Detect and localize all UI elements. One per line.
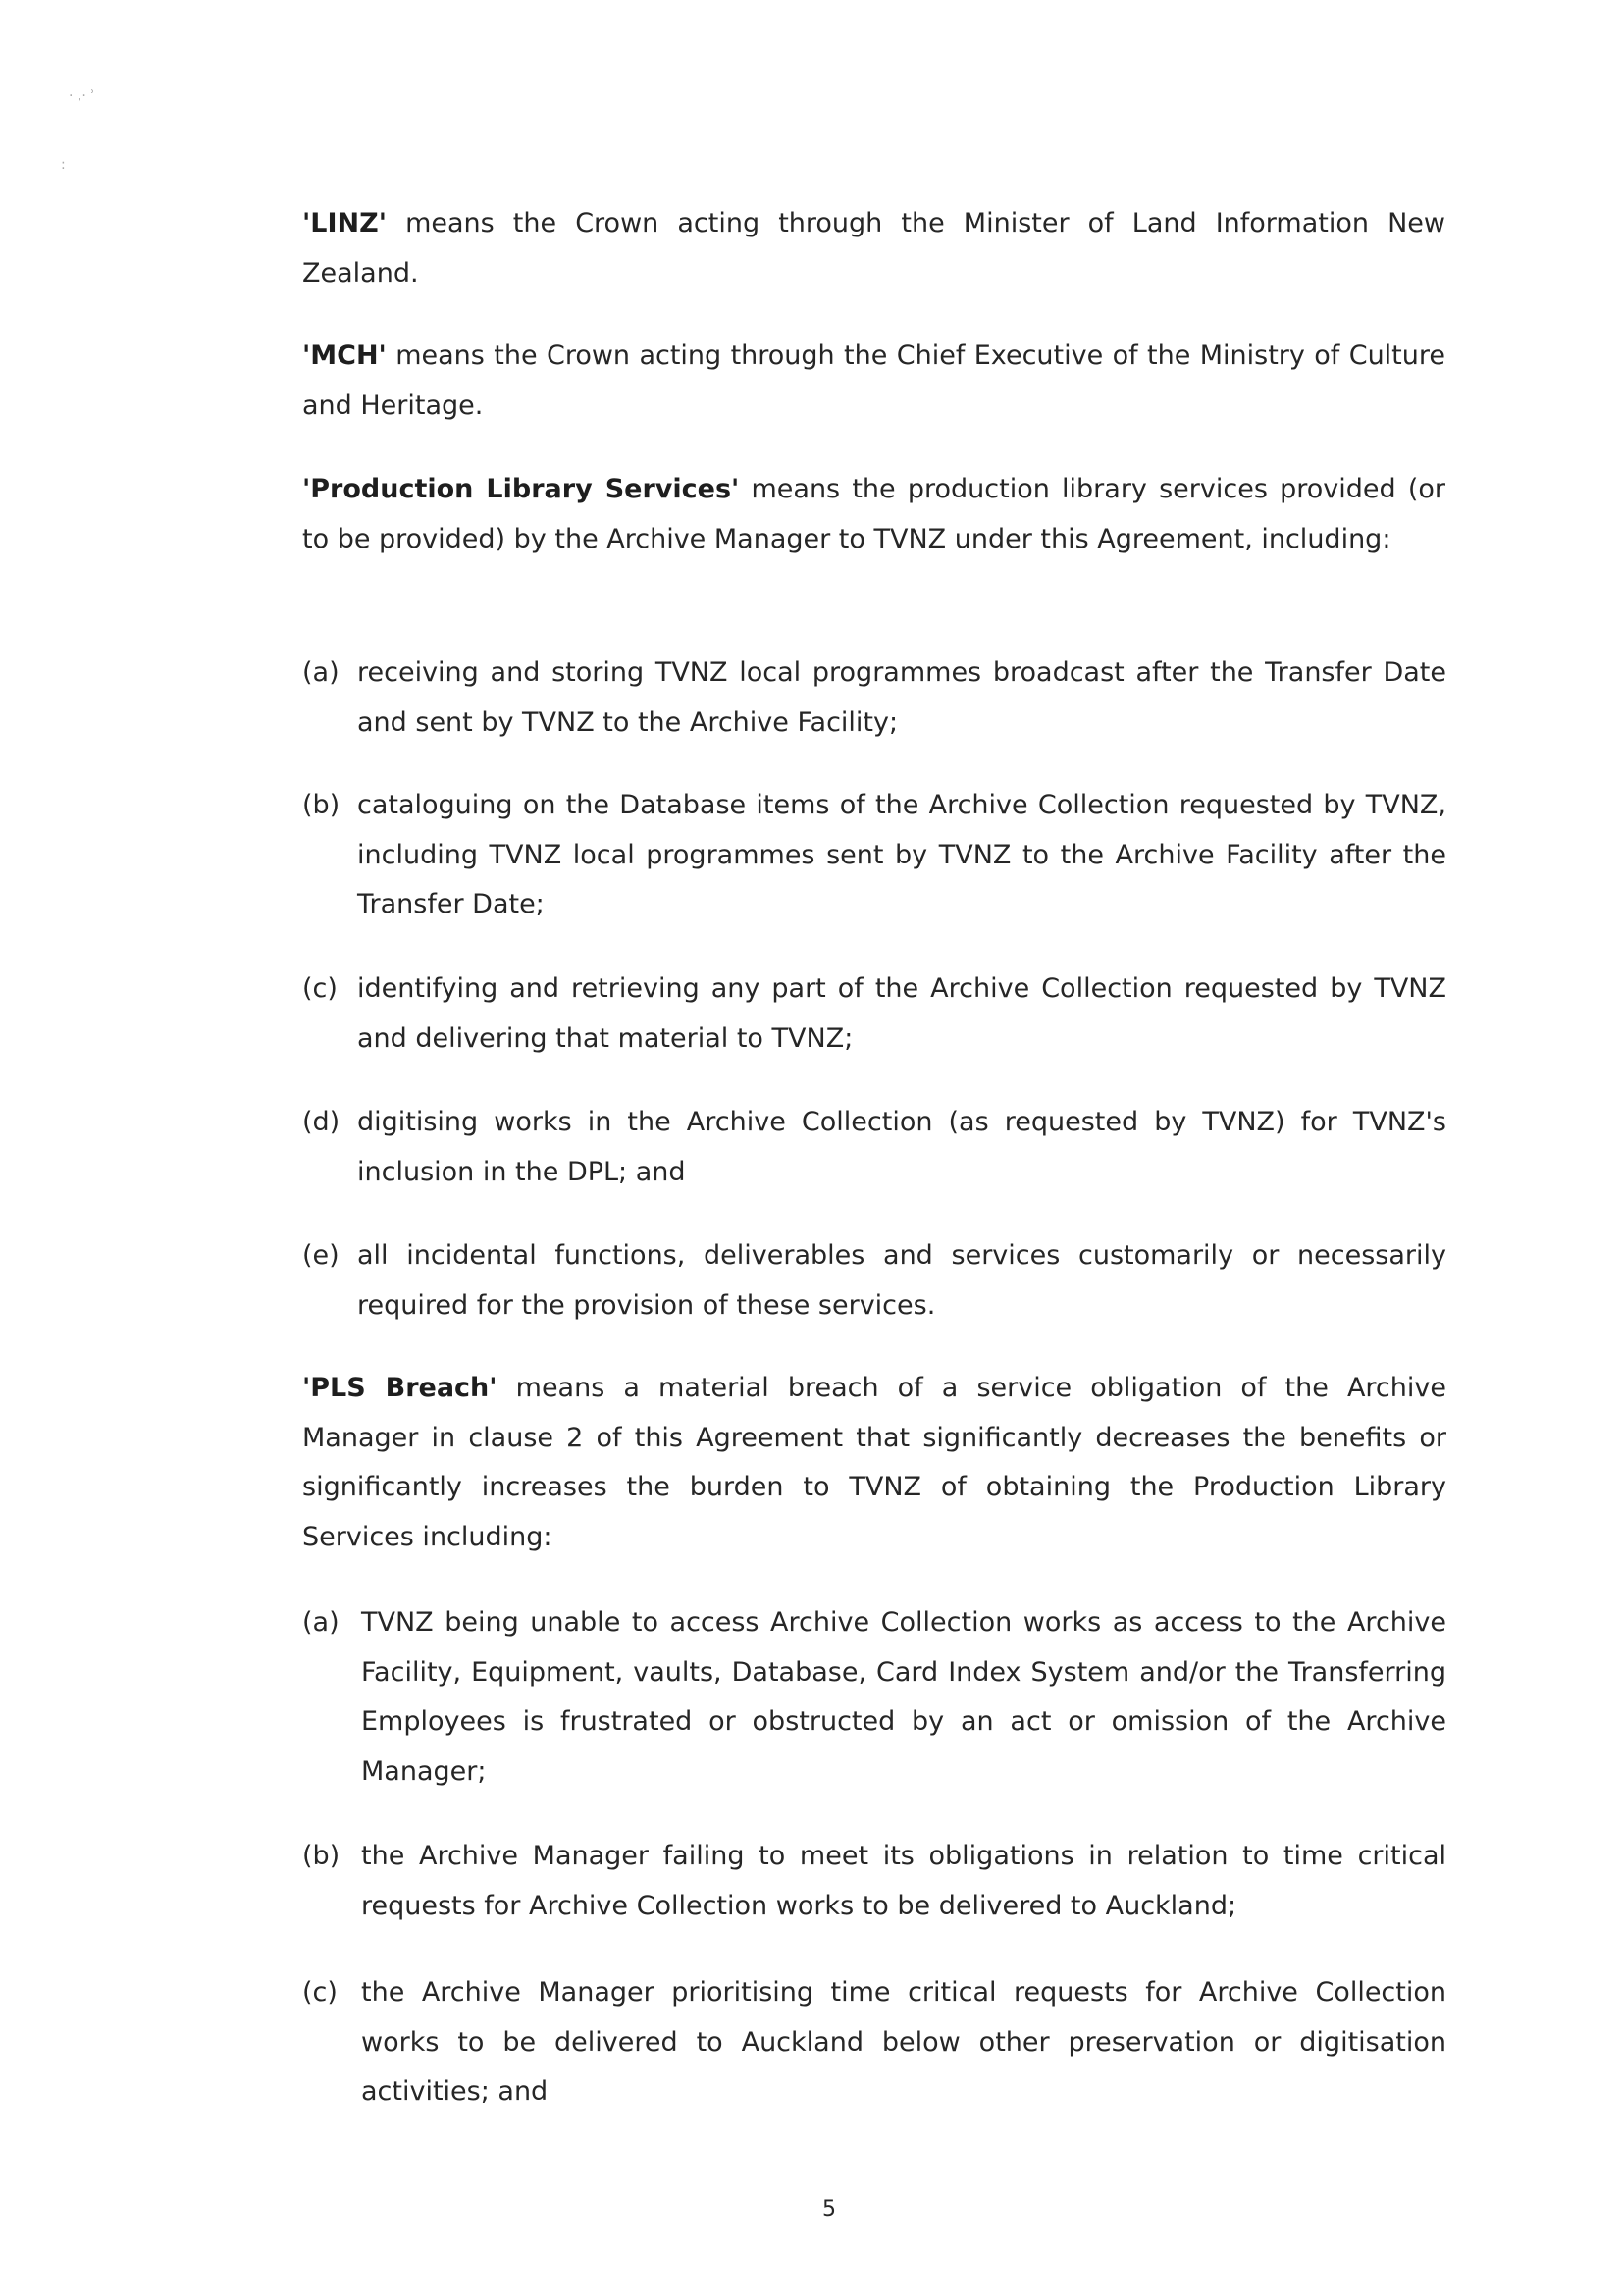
item-label: (d) — [302, 1107, 340, 1137]
term: 'Production Library Services' — [302, 474, 740, 504]
list-item — [302, 649, 1446, 748]
item-label: (b) — [302, 1841, 340, 1871]
item-label: (c) — [302, 973, 338, 1004]
definition-linz — [302, 199, 1445, 298]
item-label: (a) — [302, 1607, 340, 1638]
list-item — [302, 781, 1446, 930]
list-item — [302, 1832, 1446, 1931]
page-number: 5 — [822, 2197, 836, 2221]
term: 'PLS Breach' — [302, 1373, 497, 1403]
item-label: (e) — [302, 1240, 340, 1271]
list-item — [302, 1598, 1446, 1797]
term: 'LINZ' — [302, 208, 387, 238]
item-label: (b) — [302, 790, 340, 820]
scan-mark: : — [61, 157, 66, 173]
item-text: the Archive Manager failing to meet its obligations in relation to time critical requests for Archive Collection works to be delivered to Auckland; — [361, 1841, 1446, 1921]
list-item — [302, 1098, 1446, 1197]
definition-text: means a material breach of a service obligation of the Archive Manager in clause 2 of this Agreement that significantly decreases the benefits or significantly increases the burden to TVNZ of obtaining the Production Library Services including: — [302, 1373, 1446, 1552]
definition-text: means the Crown acting through the Minister of Land Information New Zealand. — [302, 208, 1445, 288]
item-label: (c) — [302, 1977, 338, 2008]
definition-pls-breach — [302, 1364, 1446, 1562]
term: 'MCH' — [302, 340, 387, 371]
list-item — [302, 1968, 1446, 2117]
item-text: all incidental functions, deliverables and services customarily or necessarily required for the provision of these services. — [357, 1240, 1446, 1321]
item-text: digitising works in the Archive Collection (as requested by TVNZ) for TVNZ's inclusion in the DPL; and — [357, 1107, 1446, 1187]
definition-text: means the Crown acting through the Chief Executive of the Ministry of Culture and Heritage. — [302, 340, 1445, 421]
item-text: identifying and retrieving any part of the Archive Collection requested by TVNZ and delivering that material to TVNZ; — [357, 973, 1446, 1054]
scan-mark: · ,· ʾ — [69, 88, 95, 104]
item-text: cataloguing on the Database items of the Archive Collection requested by TVNZ, including TVNZ local programmes sent by TVNZ to the Archive Facility after the Transfer Date; — [357, 790, 1446, 919]
definition-mch — [302, 332, 1445, 431]
definition-text: means the production library services provided (or to be provided) by the Archive Manager to TVNZ under this Agreement, including: — [302, 474, 1445, 554]
item-text: the Archive Manager prioritising time critical requests for Archive Collection works to be delivered to Auckland below other preservation or digitisation activities; and — [361, 1977, 1446, 2107]
definition-production-library-services — [302, 465, 1445, 564]
item-text: receiving and storing TVNZ local programmes broadcast after the Transfer Date and sent by TVNZ to the Archive Facility; — [357, 657, 1446, 738]
list-item — [302, 1231, 1446, 1331]
item-text: TVNZ being unable to access Archive Collection works as access to the Archive Facility, Equipment, vaults, Database, Card Index System and/or the Transferring Employees is frustrated or obstructed by an act or omission of the Archive Manager; — [361, 1607, 1446, 1787]
list-item — [302, 965, 1446, 1064]
item-label: (a) — [302, 657, 340, 688]
